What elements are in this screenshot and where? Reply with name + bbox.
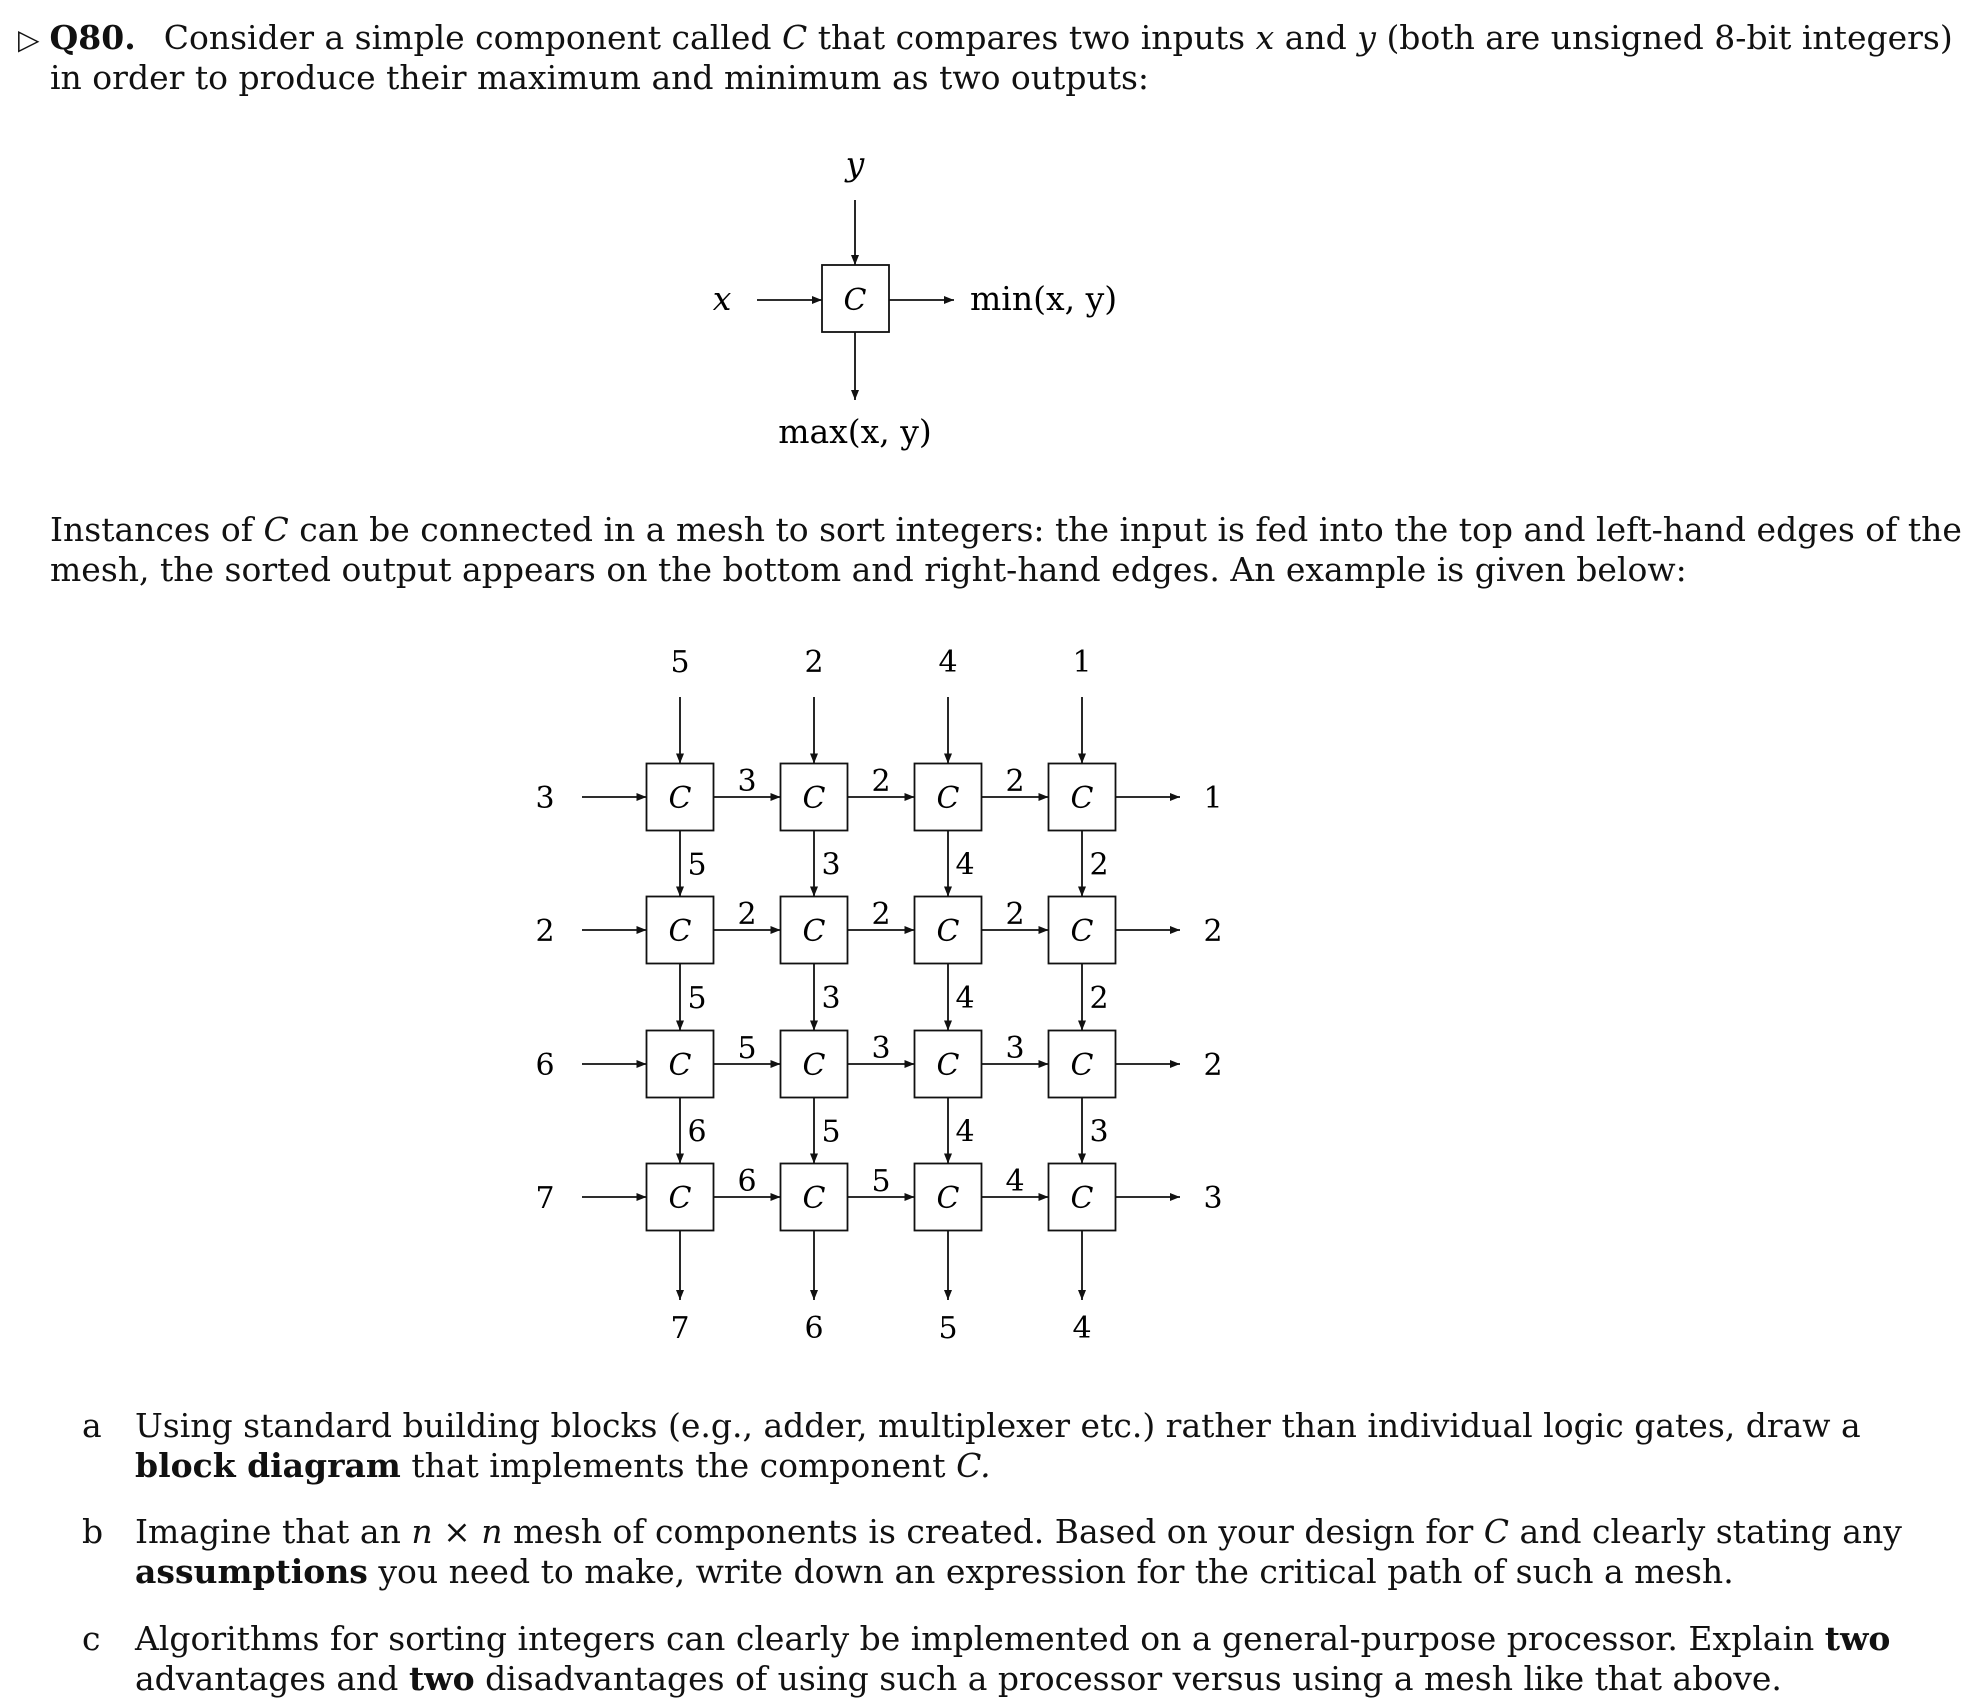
mesh-h-value: 3 — [737, 764, 757, 799]
item-text: and clearly stating any — [1519, 1512, 1902, 1551]
mesh-right-output: 2 — [1203, 1048, 1223, 1083]
item-a-letter: a — [82, 1406, 102, 1445]
mesh-bottom-output: 4 — [1072, 1311, 1092, 1346]
item-c-line-2 — [135, 1659, 1782, 1699]
mesh-v-value: 2 — [1089, 981, 1109, 1016]
question-text: and — [1284, 18, 1347, 57]
mesh-block-label: C — [668, 914, 692, 949]
mesh-v-value: 5 — [687, 981, 707, 1016]
mesh-intro-line-2: mesh, the sorted output appears on the bottom and right-hand edges. An example is given below: — [50, 550, 1687, 589]
math-x: x — [1255, 18, 1275, 57]
mesh-v-value: 3 — [1089, 1114, 1109, 1150]
item-b-line-2 — [135, 1552, 1734, 1592]
item-c-line-1 — [135, 1619, 1890, 1659]
mesh-h-value: 2 — [1005, 764, 1025, 799]
input-x-label: x — [712, 279, 732, 318]
mesh-bottom-output: 7 — [670, 1311, 690, 1346]
mesh-block-label: C — [936, 781, 960, 816]
bold-term: two — [408, 1659, 475, 1698]
mesh-block-label: C — [1070, 781, 1094, 816]
math-n-by-n: n × n — [411, 1512, 503, 1551]
item-text: you need to make, write down an expression for the critical path of such a mesh. — [378, 1552, 1734, 1591]
mesh-block-label: C — [668, 1048, 692, 1083]
mesh-block-label: C — [668, 1181, 692, 1216]
mesh-left-input: 6 — [535, 1048, 555, 1083]
mesh-block-label: C — [802, 1048, 826, 1083]
input-y-label: y — [845, 144, 865, 183]
item-a-line-2 — [135, 1446, 991, 1486]
mesh-left-input: 3 — [535, 781, 555, 816]
item-text: disadvantages of using such a processor versus using a mesh like that above. — [485, 1659, 1782, 1698]
intro-text: can be connected in a mesh to sort integers: the input is fed into the top and left-hand edges of the — [299, 510, 1962, 549]
mesh-block-label: C — [1070, 1181, 1094, 1216]
bold-term: assumptions — [135, 1552, 368, 1591]
mesh-block-label: C — [1070, 914, 1094, 949]
mesh-top-input: 4 — [938, 645, 958, 680]
math-c: C — [1483, 1512, 1509, 1551]
mesh-v-value: 4 — [955, 981, 975, 1016]
mesh-top-input: 5 — [670, 645, 690, 680]
mesh-block-label: C — [1070, 1048, 1094, 1083]
mesh-bottom-output: 6 — [804, 1311, 824, 1346]
math-c: C — [263, 510, 289, 549]
mesh-h-value: 2 — [871, 897, 891, 932]
mesh-h-value: 3 — [1005, 1031, 1025, 1066]
item-text: advantages and — [135, 1659, 399, 1698]
mesh-v-value: 4 — [955, 847, 975, 883]
mesh-v-value: 4 — [955, 1114, 975, 1150]
mesh-v-value: 6 — [687, 1114, 707, 1150]
component-c-label: C — [843, 283, 867, 318]
mesh-v-value: 2 — [1089, 847, 1109, 883]
mesh-top-input: 1 — [1072, 645, 1092, 680]
item-text: Imagine that an — [135, 1512, 401, 1551]
math-c: C — [781, 18, 808, 57]
mesh-v-value: 3 — [821, 981, 841, 1016]
mesh-h-value: 6 — [737, 1164, 757, 1199]
math-c: C. — [956, 1446, 991, 1485]
component-c-diagram — [713, 144, 1117, 451]
bold-term: two — [1824, 1619, 1891, 1658]
item-b-line-1 — [135, 1512, 1902, 1552]
mesh-block-label: C — [802, 1181, 826, 1216]
mesh-right-output: 3 — [1203, 1181, 1223, 1216]
mesh-h-value: 5 — [871, 1164, 891, 1199]
item-b-letter: b — [82, 1512, 104, 1551]
mesh-v-value: 5 — [687, 847, 707, 883]
item-a-line-1: Using standard building blocks (e.g., adder, multiplexer etc.) rather than individual logic gates, draw a — [135, 1406, 1861, 1445]
mesh-h-value: 2 — [737, 897, 757, 932]
max-output-label: max(x, y) — [778, 412, 932, 451]
mesh-v-value: 3 — [821, 847, 841, 883]
mesh-top-input: 2 — [804, 645, 824, 680]
mesh-left-input: 7 — [535, 1181, 555, 1216]
mesh-block-label: C — [936, 1048, 960, 1083]
question-text: Consider a simple component called — [163, 18, 772, 57]
mesh-right-output: 2 — [1203, 914, 1223, 949]
mesh-bottom-output: 5 — [938, 1311, 958, 1346]
sorting-mesh — [535, 645, 1222, 1346]
mesh-h-value: 4 — [1005, 1164, 1025, 1199]
bold-term: block diagram — [135, 1446, 401, 1485]
min-output-label: min(x, y) — [970, 279, 1118, 318]
item-text: mesh of components is created. Based on your design for — [512, 1512, 1474, 1551]
intro-text: Instances of — [50, 510, 253, 549]
math-y: y — [1357, 18, 1376, 57]
mesh-h-value: 5 — [737, 1031, 757, 1066]
mesh-h-value: 2 — [1005, 897, 1025, 932]
mesh-h-value: 3 — [871, 1031, 891, 1066]
question-text: that compares two inputs — [817, 18, 1246, 57]
mesh-block-label: C — [936, 914, 960, 949]
mesh-block-label: C — [802, 914, 826, 949]
mesh-left-input: 2 — [535, 914, 555, 949]
triangle-marker-icon: ▷ — [18, 23, 40, 56]
question-number: Q80. — [49, 18, 136, 57]
mesh-h-value: 2 — [871, 764, 891, 799]
question-line-2: in order to produce their maximum and minimum as two outputs: — [50, 58, 1150, 97]
mesh-block-label: C — [802, 781, 826, 816]
item-text: Algorithms for sorting integers can clearly be implemented on a general-purpose processor. Explain — [135, 1619, 1815, 1658]
mesh-right-output: 1 — [1203, 781, 1223, 816]
item-c-letter: c — [82, 1619, 101, 1658]
question-text: (both are unsigned 8-bit integers) — [1386, 18, 1953, 57]
mesh-block-label: C — [668, 781, 692, 816]
item-text: that implements the component — [411, 1446, 946, 1485]
mesh-block-label: C — [936, 1181, 960, 1216]
mesh-v-value: 5 — [821, 1114, 841, 1150]
